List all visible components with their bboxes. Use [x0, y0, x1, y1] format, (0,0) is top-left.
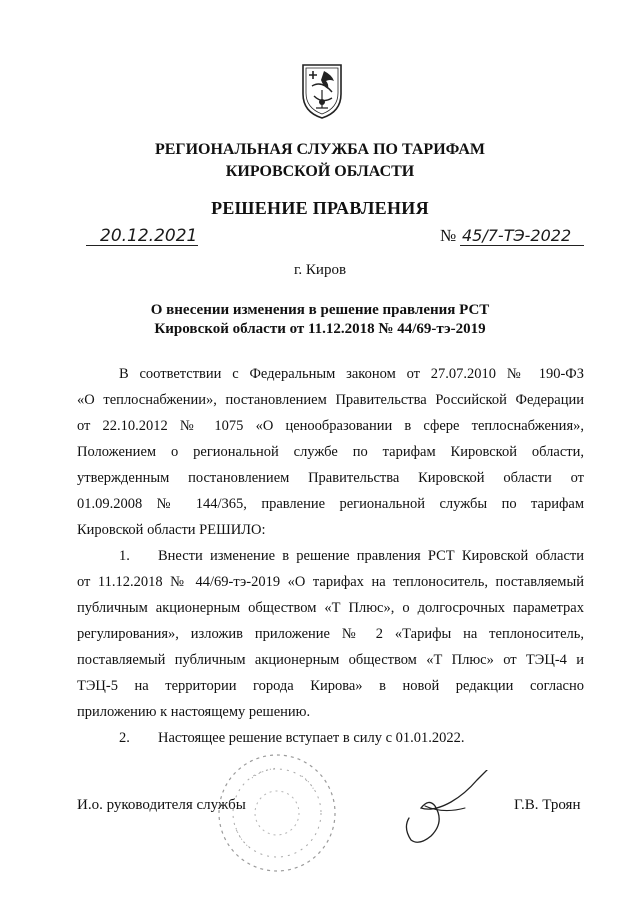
intro-line: утвержденным постановлением Правительства Кировской области от	[77, 470, 584, 486]
intro-line: Кировской области РЕШИЛО:	[77, 522, 266, 538]
org-name-line1: РЕГИОНАЛЬНАЯ СЛУЖБА ПО ТАРИФАМ	[154, 141, 486, 158]
intro-line: «О теплоснабжении», постановлением Правительства Российской Федерации	[77, 392, 584, 408]
item2-text: Настоящее решение вступает в силу с 01.01.2022.	[158, 730, 465, 746]
intro-line: Положением о региональной службе по тарифам Кировской области,	[77, 444, 584, 460]
item1-line: от 11.12.2018 № 44/69-тэ-2019 «О тарифах на теплоноситель, поставляемый	[77, 574, 584, 590]
intro-line: 01.09.2008 № 144/365, правление региональной службы по тарифам	[77, 496, 584, 512]
item1-line: ТЭЦ-5 на территории города Кирова» в новой редакции согласно	[77, 678, 584, 694]
item1-line: поставляемый публичным акционерным обществом «Т Плюс» от ТЭЦ-4 и	[77, 652, 584, 668]
item-number: 1.	[119, 548, 130, 564]
item1-line: публичным акционерным обществом «Т Плюс», о долгосрочных параметрах	[77, 600, 584, 616]
item-number: 2.	[119, 730, 130, 746]
date-underline	[86, 245, 198, 246]
number-prefix: №	[440, 226, 457, 245]
signatory-position: И.о. руководителя службы	[77, 797, 246, 813]
signatory-name: Г.В. Троян	[514, 797, 581, 813]
handwritten-signature	[395, 770, 505, 850]
city: г. Киров	[293, 262, 347, 278]
intro-line: от 22.10.2012 № 1075 «О ценообразовании в сфере теплоснабжения»,	[77, 418, 584, 434]
number-underline	[460, 245, 584, 246]
intro-line: В соответствии с Федеральным законом от 27.07.2010 № 190-ФЗ	[119, 366, 584, 382]
subject-line2: Кировской области от 11.12.2018 № 44/69-тэ-2019	[154, 321, 486, 337]
item1-line: регулирования», изложив приложение № 2 «Тарифы на теплоноситель,	[77, 626, 584, 642]
doc-date: 20.12.2021	[100, 226, 198, 246]
org-name-line2: КИРОВСКОЙ ОБЛАСТИ	[225, 163, 415, 180]
item1-line: приложению к настоящему решению.	[77, 704, 311, 720]
doc-number: 45/7-ТЭ-2022	[462, 226, 572, 245]
item1-line: Внести изменение в решение правления РСТ Кировской области	[158, 548, 584, 564]
subject-line1: О внесении изменения в решение правления РСТ	[150, 302, 490, 318]
coat-of-arms-icon	[300, 62, 344, 120]
doc-type-title: РЕШЕНИЕ ПРАВЛЕНИЯ	[211, 198, 429, 218]
